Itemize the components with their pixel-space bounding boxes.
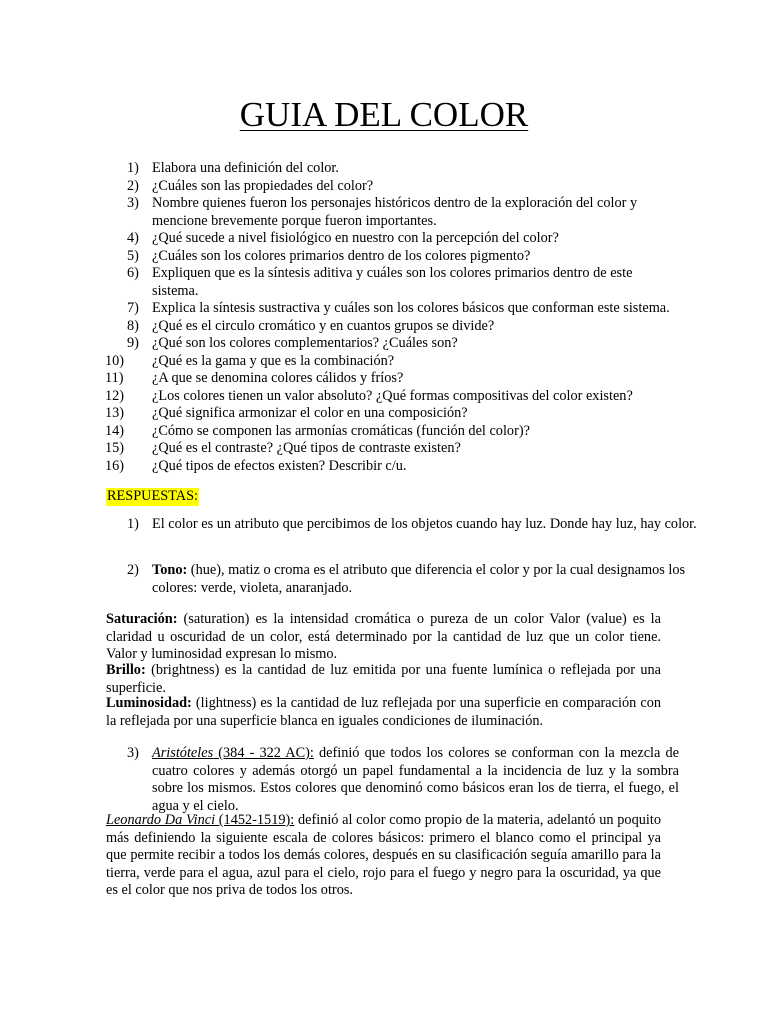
question-text: ¿Qué es el circulo cromático y en cuantos grupos se divide? — [152, 317, 495, 334]
question-item — [105, 457, 672, 476]
saturacion-paragraph — [106, 611, 661, 664]
leonardo-dates: (1452-1519): — [215, 812, 295, 828]
leonardo-paragraph — [106, 812, 661, 900]
question-text: ¿Qué es el contraste? ¿Qué tipos de contraste existen? — [152, 440, 461, 456]
question-number: 7) — [127, 300, 139, 316]
question-text: Expliquen que es la síntesis aditiva y cuáles son los colores primarios dentro de este sistema. — [152, 265, 633, 299]
question-number: 13) — [105, 405, 125, 421]
question-text: ¿A que se denomina colores cálidos y fríos? — [152, 370, 404, 386]
question-text: Explica la síntesis sustractiva y cuáles son los colores básicos que conforman este sistema. — [152, 300, 670, 316]
term-tono: Tono: — [152, 562, 188, 578]
brillo-text: (brightness) es la cantidad de luz emitida por una fuente lumínica o reflejada por una superficie. — [106, 662, 661, 696]
question-number: 5) — [127, 247, 139, 264]
leonardo-text: definió al color como propio de la materia, adelantó un poquito más definiendo la siguiente escala de colores básicos: primero el blanco como el principal ya que permite recibir a todos los demás colores, después en su clasificación seguía amarillo para la tierra, verde para el agua, azul para el cielo, rojo para el fuego y negro para la oscuridad, ya que es el color que nos priva de todos los otros. — [106, 812, 661, 898]
question-number: 4) — [127, 230, 139, 246]
question-item — [105, 352, 672, 371]
question-number: 16) — [105, 457, 125, 474]
question-item — [105, 387, 672, 406]
question-item — [127, 178, 672, 196]
aristoteles-name: Aristóteles — [152, 745, 214, 761]
answer-number: 2) — [127, 562, 139, 578]
question-text: ¿Qué tipos de efectos existen? Describir c/u. — [152, 457, 407, 474]
question-item — [127, 248, 672, 266]
answer-1 — [127, 516, 697, 534]
question-number: 11) — [105, 370, 124, 386]
leonardo-ref — [106, 812, 294, 828]
question-text: ¿Qué sucede a nivel fisiológico en nuestro con la percepción del color? — [152, 230, 559, 246]
term-saturacion: Saturación: — [106, 611, 178, 627]
question-item — [105, 370, 672, 388]
saturacion-text: (saturation) es la intensidad cromática o pureza de un color Valor (value) es la claridad u oscuridad de un color, está determinado por la cantidad de luz que un color tiene. Valor y luminosidad expresan lo mismo. — [106, 611, 661, 662]
question-number: 9) — [127, 335, 139, 351]
answer-text: (hue), matiz o croma es el atributo que diferencia el color y por la cual designamos los colores: verde, violeta, anaranjado. — [152, 562, 686, 596]
luminosidad-paragraph — [106, 695, 661, 730]
page-title: GUIA DEL COLOR — [239, 95, 529, 134]
leonardo-name: Leonardo Da Vinci — [106, 812, 216, 828]
question-item — [105, 422, 672, 441]
respuestas-heading: RESPUESTAS: — [107, 488, 199, 504]
question-text: ¿Cuáles son las propiedades del color? — [152, 177, 374, 194]
question-item — [127, 300, 672, 318]
question-text: Elabora una definición del color. — [152, 160, 339, 176]
question-item — [127, 160, 672, 178]
question-number: 3) — [127, 195, 139, 211]
question-item — [127, 195, 672, 230]
question-number: 10) — [105, 352, 125, 369]
question-text: ¿Qué son los colores complementarios? ¿Cuáles son? — [152, 335, 458, 351]
question-number: 15) — [105, 440, 125, 456]
question-item — [127, 318, 672, 336]
brillo-paragraph — [106, 662, 661, 697]
luminosidad-text: (lightness) es la cantidad de luz reflejada por una superficie en comparación con la reflejada por una superficie blanca en iguales condiciones de iluminación. — [106, 695, 661, 729]
question-text: ¿Cómo se componen las armonías cromáticas (función del color)? — [152, 422, 530, 439]
question-item — [127, 230, 672, 248]
question-text: ¿Los colores tienen un valor absoluto? ¿Qué formas compositivas del color existen? — [152, 387, 633, 404]
aristoteles-dates: (384 - 322 AC): — [213, 745, 314, 761]
questions-list — [105, 160, 672, 475]
aristoteles-text: definió que todos los colores se conforman con la mezcla de cuatro colores y además otorgó un papel fundamental a la incidencia de luz y la sombra sobre los mismos. Estos colores que denominó como básicos eran los de tierra, el fuego, el agua y el cielo. — [152, 745, 679, 814]
question-number: 6) — [127, 265, 139, 281]
question-number: 2) — [127, 177, 139, 194]
question-item — [127, 335, 672, 353]
answer-3 — [127, 745, 679, 815]
answer-text: El color es un atributo que percibimos de los objetos cuando hay luz. Donde hay luz, hay color. — [152, 516, 697, 532]
question-number: 8) — [127, 317, 139, 334]
question-number: 12) — [105, 387, 125, 404]
question-text: ¿Qué significa armonizar el color en una composición? — [152, 405, 468, 421]
term-luminosidad: Luminosidad: — [106, 695, 192, 711]
answer-2 — [127, 562, 697, 597]
question-item — [105, 405, 672, 423]
question-item — [105, 440, 672, 458]
question-text: Nombre quienes fueron los personajes históricos dentro de la exploración del color y mencione brevemente porque fueron importantes. — [152, 195, 638, 229]
question-text: ¿Qué es la gama y que es la combinación? — [152, 352, 395, 369]
question-number: 14) — [105, 422, 125, 439]
answer-number: 3) — [127, 745, 139, 761]
term-brillo: Brillo: — [106, 662, 146, 678]
answer-number: 1) — [127, 516, 139, 532]
aristoteles-ref — [152, 745, 314, 761]
question-number: 1) — [127, 160, 139, 176]
question-item — [127, 265, 672, 300]
question-text: ¿Cuáles son los colores primarios dentro de los colores pigmento? — [152, 247, 531, 264]
